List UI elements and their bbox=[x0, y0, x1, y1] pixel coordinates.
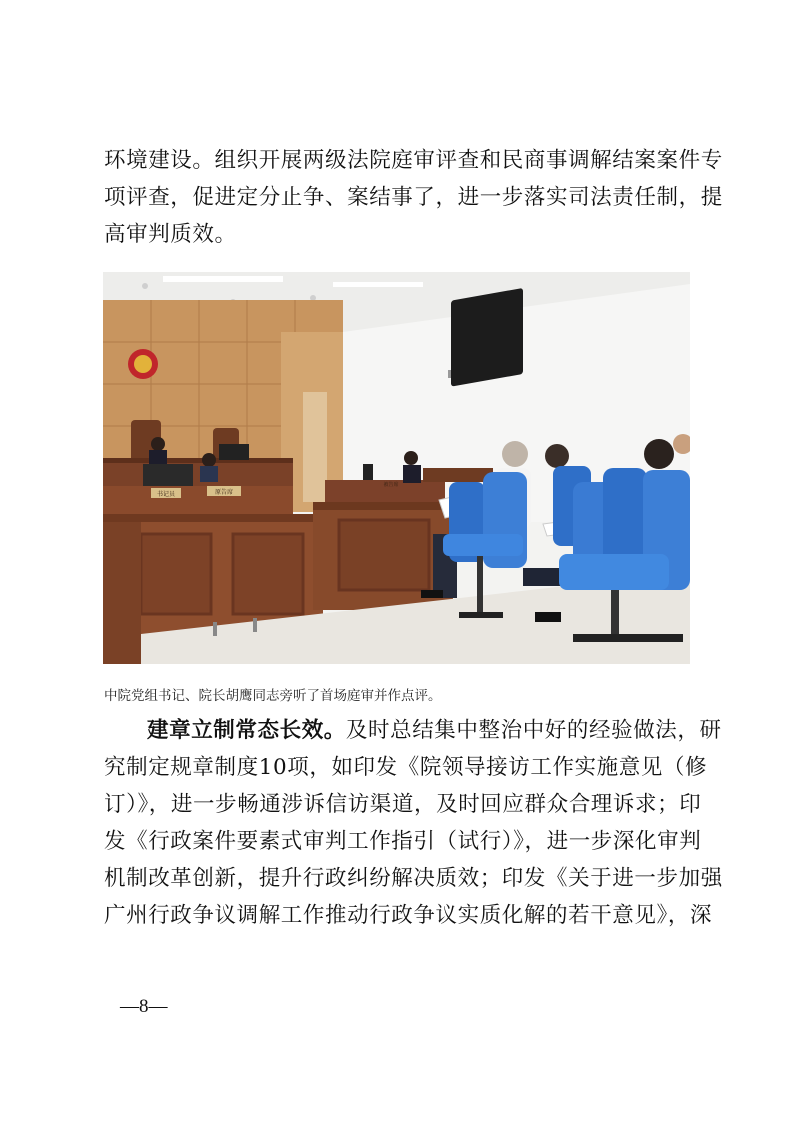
paragraph-line: 高审判质效。 bbox=[104, 222, 237, 247]
body-paragraph-1 bbox=[104, 142, 723, 253]
paragraph-lead-rest: 及时总结集中整治中好的经验做法，研 bbox=[345, 718, 722, 743]
paragraph-line: 发《行政案件要素式审判工作指引（试行）》，进一步深化审判 bbox=[104, 829, 702, 854]
photo-caption: 中院党组书记、院长胡鹰同志旁听了首场庭审并作点评。 bbox=[104, 688, 442, 704]
paragraph-line: 机制改革创新，提升行政纠纷解决质效；印发《关于进一步加强 bbox=[104, 866, 723, 891]
paragraph-lead-heading: 建章立制常态长效。 bbox=[147, 718, 346, 743]
paragraph-line: 项评查，促进定分止争、案结事了，进一步落实司法责任制，提 bbox=[104, 185, 723, 210]
paragraph-line: 广州行政争议调解工作推动行政争议实质化解的若干意见》，深 bbox=[104, 903, 713, 928]
paragraph-line: 究制定规章制度10项，如印发《院领导接访工作实施意见（修 bbox=[104, 755, 708, 780]
page-number: —8— bbox=[120, 996, 168, 1017]
plaintiff-sign: 原告席 bbox=[214, 489, 234, 496]
courtroom-photo bbox=[103, 272, 690, 664]
body-paragraph-2 bbox=[104, 712, 723, 934]
paragraph-line: 订）》，进一步畅通涉诉信访渠道，及时回应群众合理诉求；印 bbox=[104, 792, 702, 817]
clerk-sign: 书记员 bbox=[156, 491, 176, 498]
defendant-sign: 被告席 bbox=[383, 482, 399, 488]
paragraph-first-line bbox=[104, 712, 722, 749]
paragraph-line: 环境建设。组织开展两级法院庭审评查和民商事调解结案案件专 bbox=[104, 148, 723, 173]
